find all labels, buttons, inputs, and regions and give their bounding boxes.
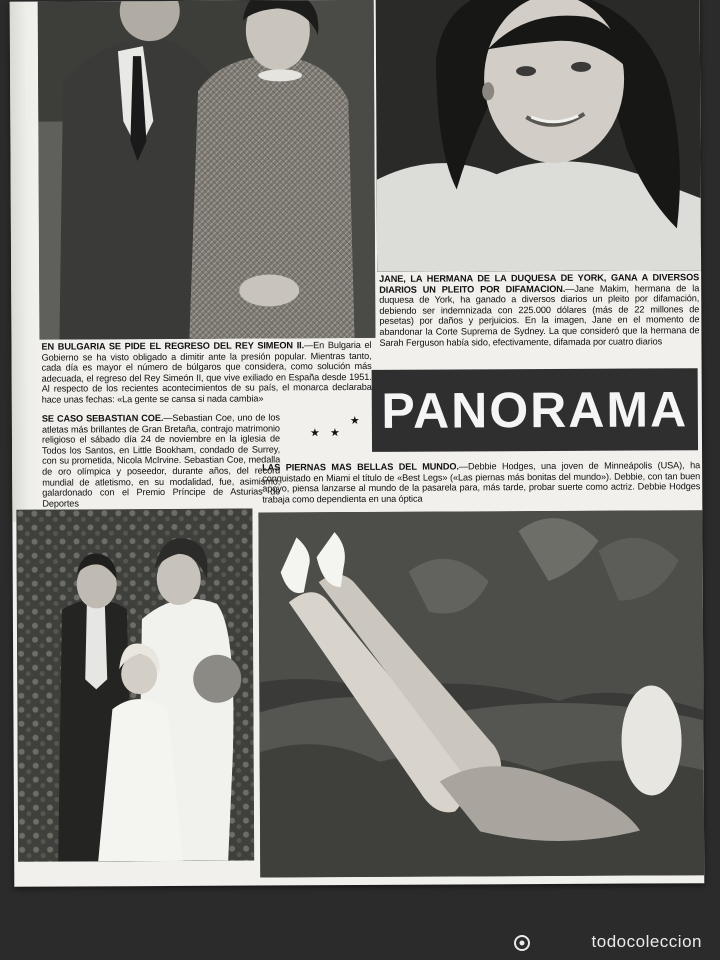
watermark-logo-icon bbox=[514, 935, 530, 951]
photo-debbie-hodges bbox=[258, 510, 704, 877]
star-icon: ★ bbox=[349, 414, 360, 428]
caption-jane-headline: JANE, LA HERMANA DE LA DUQUESA DE YORK, GANA A DIVERSOS DIARIOS UN PLEITO POR DIFAMACION. bbox=[379, 272, 700, 295]
caption-coe-headline: SE CASO SEBASTIAN COE. bbox=[41, 413, 164, 424]
star-icon: ★ bbox=[329, 427, 340, 440]
watermark-text: todocoleccion bbox=[591, 932, 702, 951]
caption-jane bbox=[379, 272, 699, 348]
photo-simeon-couple bbox=[38, 0, 376, 340]
previous-page-edge bbox=[10, 2, 41, 522]
caption-coe-text: —Sebastian Coe, uno de los atletas más brillantes de Gran Bretaña, contrajo matrimonio religioso el sábado día 24 de noviembre en la iglesia de Todos los Santos, en Little Bookham, condado de Surrey, con su prometida, Nicola McIrvine. Sebastian Coe, medalla de oro olímpica y poseedor, durante años, del record mundial de atletismo, en su modalidad, fue, asimismo, galardonado con el Premio Príncipe de Asturias de Deportes bbox=[41, 412, 281, 509]
caption-hodges-text: —Debbie Hodges, una joven de Minneápolis (USA), ha conquistado en Miami el título de «Best Legs» («Las piernas más bonitas del mundo»). Debbie, con tan buen apoyo, piensa lanzarse al mundo de la pasarela para, más tarde, probar suerte como actriz. Debbie Hodges trabaja como dependienta en una óptica bbox=[262, 460, 701, 505]
photo-coe-wedding bbox=[16, 509, 254, 862]
caption-hodges bbox=[262, 460, 700, 505]
magazine-page bbox=[10, 0, 705, 887]
caption-simeon bbox=[41, 340, 371, 405]
section-title: PANORAMA bbox=[381, 381, 689, 439]
caption-hodges-headline: LAS PIERNAS MAS BELLAS DEL MUNDO. bbox=[262, 461, 459, 473]
caption-coe bbox=[42, 412, 280, 509]
caption-simeon-text: —En Bulgaria el Gobierno se ha visto obligado a dimitir ante la presión popular. Mientras tanto, cada día es mayor el número de búlgaros que considera, como solución más adecuada, el regreso del Rey Simeón II, que vive exiliado en España desde 1951. Al respecto de los recientes acontecimientos de su país, el monarca declaraba hace unas fechas: «La gente se cansa si nada cambia» bbox=[41, 339, 372, 405]
star-icon: ★ bbox=[309, 427, 320, 440]
section-title-banner bbox=[372, 368, 698, 452]
photo-jane-makim bbox=[376, 0, 701, 272]
caption-simeon-headline: EN BULGARIA SE PIDE EL REGRESO DEL REY SIMEON II. bbox=[41, 340, 305, 352]
caption-jane-text: —Jane Makim, hermana de la duquesa de York, ha ganado a diversos diarios un pleito por difamación, debiendo ser indemnizada con 225.000 dólares (más de 22 millones de pesetas) por daños y perjuicios. En la imagen, Jane en el momento de abandonar la Corte Suprema de Sydney. La que consideró que la hermana de Sarah Ferguson había sido, efectivamente, difamada por cuatro diarios bbox=[379, 282, 700, 348]
